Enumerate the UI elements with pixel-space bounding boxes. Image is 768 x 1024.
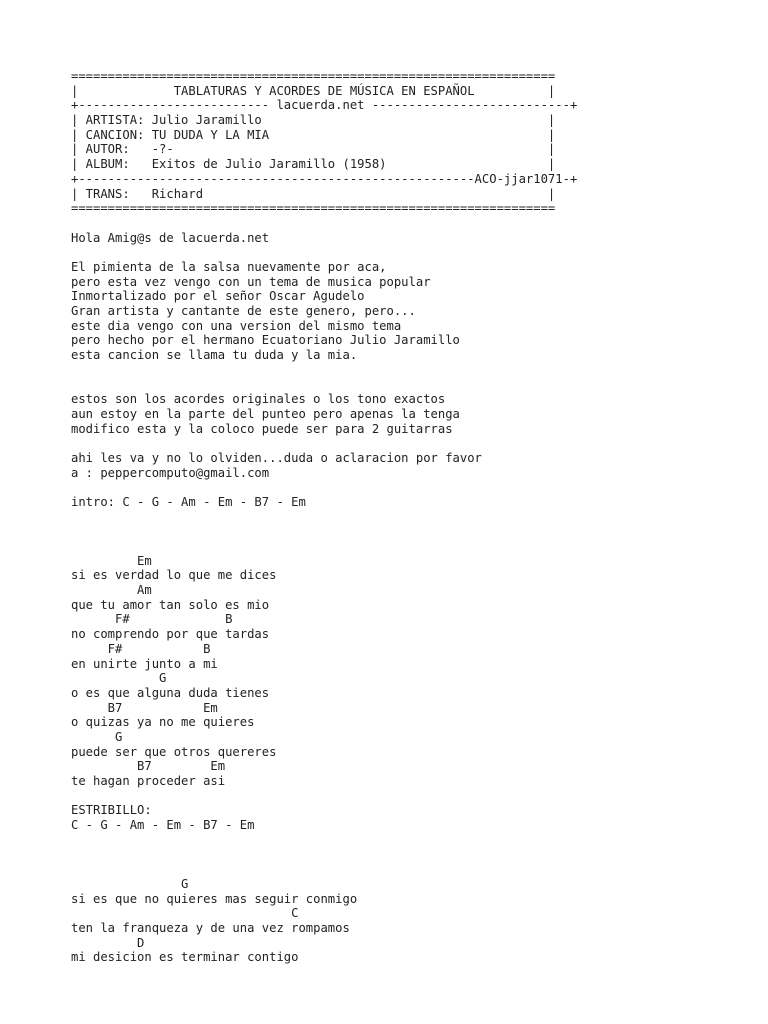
text-line: a : peppercomputo@gmail.com xyxy=(71,465,270,480)
text-line: Hola Amig@s de lacuerda.net xyxy=(71,230,270,245)
text-line: aun estoy en la parte del punteo pero apenas la tenga xyxy=(71,406,460,421)
text-line: Am xyxy=(71,583,152,598)
text-line: +------------------------------------------------------ACO-jjar1071-+ xyxy=(71,171,578,186)
text-line: esta cancion se llama tu duda y la mia. xyxy=(71,348,358,363)
text-line: Gran artista y cantante de este genero, pero... xyxy=(71,304,416,318)
text-line: F# B xyxy=(71,641,211,656)
text-line: pero esta vez vengo con un tema de musica popular xyxy=(71,274,431,289)
text-line: intro: C - G - Am - Em - B7 - Em xyxy=(71,494,306,509)
text-line: C - G - Am - Em - B7 - Em xyxy=(71,818,255,833)
tablature-text xyxy=(71,69,577,965)
text-line: G xyxy=(71,671,167,686)
text-line xyxy=(71,480,577,495)
text-line: F# B xyxy=(71,612,233,627)
text-line: si es que no quieres mas seguir conmigo xyxy=(71,891,358,906)
text-line xyxy=(71,833,577,848)
text-line xyxy=(71,377,577,392)
text-line xyxy=(71,862,577,877)
text-line: pero hecho por el hermano Ecuatoriano Julio Jaramillo xyxy=(71,333,460,348)
text-line: o quizas ya no me quieres xyxy=(71,715,255,730)
text-line: G xyxy=(71,876,189,891)
text-line: este dia vengo con una version del mismo tema xyxy=(71,318,402,333)
text-line: El pimienta de la salsa nuevamente por aca, xyxy=(71,259,387,274)
text-line: que tu amor tan solo es mio xyxy=(71,597,270,612)
text-line xyxy=(71,847,577,862)
text-line: D xyxy=(71,935,145,950)
text-line: C xyxy=(71,906,299,921)
text-line: Em xyxy=(71,553,152,568)
text-line: B7 Em xyxy=(71,759,226,774)
text-line: ten la franqueza y de una vez rompamos xyxy=(71,920,350,935)
text-line xyxy=(71,510,577,525)
text-line: no comprendo por que tardas xyxy=(71,627,270,642)
text-line: mi desicion es terminar contigo xyxy=(71,950,299,965)
text-line xyxy=(71,524,577,539)
text-line: | AUTOR: -?- | xyxy=(71,142,556,157)
text-line: ESTRIBILLO: xyxy=(71,803,152,818)
text-line: o es que alguna duda tienes xyxy=(71,685,270,700)
text-line: puede ser que otros quereres xyxy=(71,744,277,759)
text-line xyxy=(71,539,577,554)
text-line: | TRANS: Richard | xyxy=(71,186,556,201)
text-line: | ALBUM: Exitos de Julio Jaramillo (1958) | xyxy=(71,157,556,172)
text-line xyxy=(71,216,577,231)
text-line: Inmortalizado por el señor Oscar Agudelo xyxy=(71,289,365,304)
text-line: | ARTISTA: Julio Jaramillo | xyxy=(71,113,556,128)
text-line: | CANCION: TU DUDA Y LA MIA | xyxy=(71,127,556,142)
text-line: si es verdad lo que me dices xyxy=(71,568,277,583)
text-line: ================================================================== xyxy=(71,69,556,83)
text-line xyxy=(71,436,577,451)
text-line: ahi les va y no lo olviden...duda o aclaracion por favor xyxy=(71,450,482,465)
text-line xyxy=(71,363,577,378)
text-line xyxy=(71,245,577,260)
text-line: en unirte junto a mi xyxy=(71,656,218,671)
text-line: B7 Em xyxy=(71,700,218,715)
text-line: modifico esta y la coloco puede ser para 2 guitarras xyxy=(71,421,453,436)
text-line: +-------------------------- lacuerda.net ---------------------------+ xyxy=(71,98,578,113)
text-line xyxy=(71,789,577,804)
text-line: estos son los acordes originales o los tono exactos xyxy=(71,392,446,407)
text-line: | TABLATURAS Y ACORDES DE MÚSICA EN ESPAÑOL | xyxy=(71,83,556,98)
text-line: G xyxy=(71,729,123,744)
text-line: te hagan proceder asi xyxy=(71,774,226,788)
text-line: ================================================================== xyxy=(71,201,556,216)
